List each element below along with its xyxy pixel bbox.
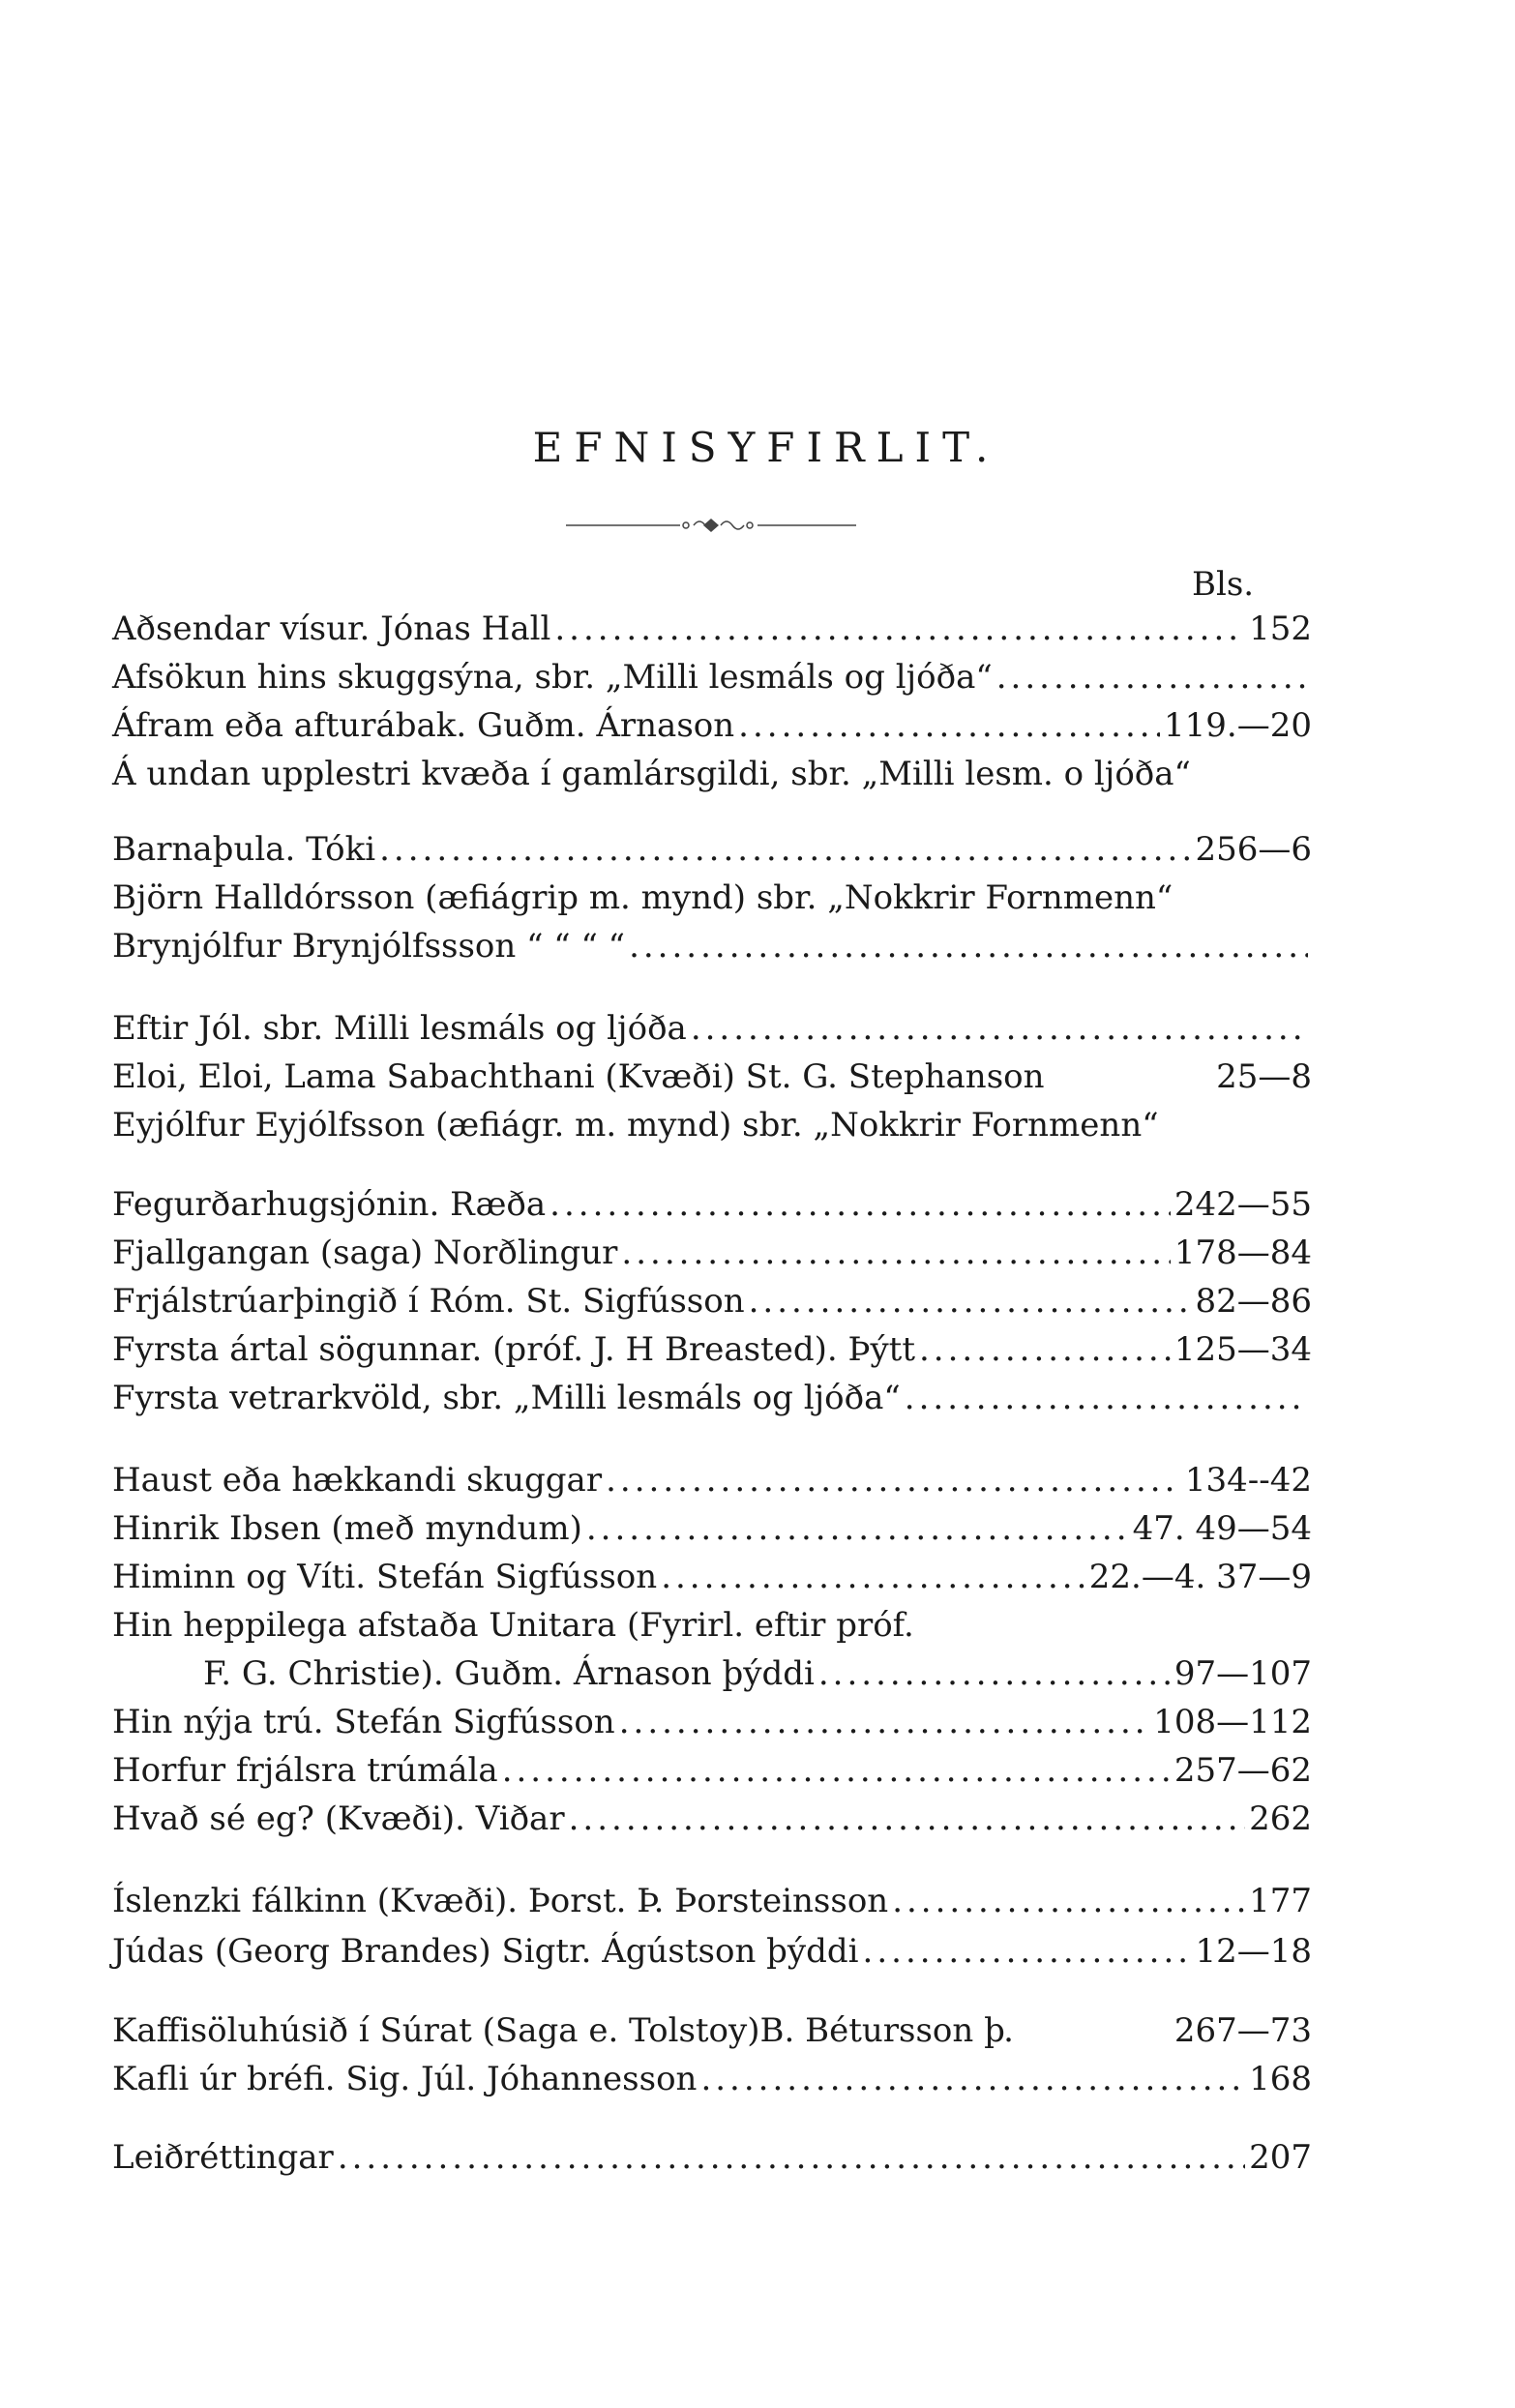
dot-leader (749, 1277, 1192, 1325)
ornament-divider (566, 515, 856, 536)
dot-leader (661, 1553, 1085, 1601)
page-column-header: Bls. (1192, 565, 1255, 604)
dot-leader (338, 2133, 1245, 2182)
entry-title: Hin nýja trú. Stefán Sigfússon (112, 1703, 615, 1741)
dot-leader (919, 1325, 1171, 1374)
toc-entry (112, 750, 1312, 798)
entry-page: 178—84 (1173, 1234, 1312, 1272)
entry-page: 177 (1249, 1882, 1312, 1920)
entry-title: F. G. Christie). Guðm. Árnason þýddi (203, 1654, 815, 1693)
toc-entry (112, 605, 1312, 653)
entry-page: 22.—4. 37—9 (1088, 1558, 1312, 1596)
toc-entry (112, 1101, 1312, 1149)
entry-title: Fjallgangan (saga) Norðlingur (112, 1234, 618, 1272)
toc-entry (112, 874, 1312, 922)
dot-leader (700, 2055, 1245, 2103)
entry-title: Brynjólfur Brynjólfssson “ “ “ “ (112, 927, 626, 966)
toc-entry (203, 1650, 1312, 1698)
entry-title: Kaffisöluhúsið í Súrat (Saga e. Tolstoy)B. Bétursson þ. (112, 2011, 1014, 2050)
toc-entry (112, 922, 1312, 970)
dot-leader (550, 1180, 1171, 1229)
toc-entry (112, 2055, 1312, 2103)
entry-title: Hvað sé eg? (Kvæði). Viðar (112, 1799, 565, 1838)
entry-title: Á undan upplestri kvæða í gamlársgildi, sbr. „Milli lesm. o ljóða“ (112, 755, 1191, 793)
toc-entry (112, 1277, 1312, 1325)
entry-title: Hinrik Ibsen (með myndum) (112, 1509, 582, 1548)
toc-entry (112, 1553, 1312, 1601)
entry-title: Kafli úr bréfi. Sig. Júl. Jóhannesson (112, 2060, 698, 2098)
entry-title: Himinn og Víti. Stefán Sigfússon (112, 1558, 658, 1596)
dot-leader (905, 1374, 1308, 1422)
page-title: EFNISYFIRLIT. (532, 424, 1000, 471)
dot-leader (619, 1698, 1150, 1746)
dot-leader (606, 1456, 1181, 1504)
toc-entry (112, 825, 1312, 874)
entry-title: Fyrsta vetrarkvöld, sbr. „Milli lesmáls og ljóða“ (112, 1379, 901, 1417)
entry-page: 257—62 (1173, 1751, 1312, 1790)
entry-title: Barnaþula. Tóki (112, 830, 376, 869)
entry-title: Eftir Jól. sbr. Milli lesmáls og ljóða (112, 1009, 687, 1048)
entry-title: Fegurðarhugsjónin. Ræða (112, 1185, 547, 1224)
toc-entry (112, 1180, 1312, 1229)
entry-title: Aðsendar vísur. Jónas Hall (112, 609, 551, 648)
entry-title: Haust eða hækkandi skuggar (112, 1461, 603, 1500)
entry-page: 125—34 (1173, 1330, 1312, 1369)
entry-title: Frjálstrúarþingið í Róm. St. Sigfússon (112, 1282, 745, 1321)
toc-entry (112, 1927, 1312, 1976)
toc-entry (112, 653, 1312, 701)
toc-entry (112, 2133, 1312, 2182)
dot-leader (996, 653, 1308, 701)
entry-page: 242—55 (1173, 1185, 1312, 1224)
toc-entry (112, 1456, 1312, 1504)
entry-page: 207 (1249, 2138, 1312, 2177)
entry-title: Horfur frjálsra trúmála (112, 1751, 498, 1790)
entry-page: 82—86 (1195, 1282, 1312, 1321)
toc-entry (112, 1229, 1312, 1277)
entry-page: 152 (1249, 609, 1312, 648)
dot-leader (621, 1229, 1170, 1277)
toc-entry (112, 1795, 1312, 1843)
toc-entry (112, 1698, 1312, 1746)
toc-entry (112, 1325, 1312, 1374)
dot-leader (379, 825, 1191, 874)
toc-entry (112, 1746, 1312, 1795)
toc-entry (112, 1053, 1312, 1101)
entry-page: 97—107 (1173, 1654, 1312, 1693)
entry-page: 262 (1249, 1799, 1312, 1838)
dot-leader (818, 1650, 1171, 1698)
toc-entry (112, 1877, 1312, 1925)
dot-leader (586, 1504, 1129, 1553)
entry-title: Íslenzki fálkinn (Kvæði). Þorst. Þ. Þorsteinsson (112, 1882, 889, 1920)
toc-entry (112, 1374, 1312, 1422)
dot-leader (502, 1746, 1171, 1795)
toc-entry (112, 1601, 1312, 1650)
toc-entry (112, 2007, 1312, 2055)
entry-page: 108—112 (1153, 1703, 1312, 1741)
dot-leader (863, 1927, 1192, 1976)
dot-leader (892, 1877, 1245, 1925)
entry-title: Afsökun hins skuggsýna, sbr. „Milli lesmáls og ljóða“ (112, 658, 993, 697)
entry-page: 256—6 (1195, 830, 1312, 869)
dot-leader (629, 922, 1308, 970)
dot-leader (691, 1004, 1308, 1053)
entry-title: Eloi, Eloi, Lama Sabachthani (Kvæði) St. G. Stephanson (112, 1057, 1045, 1096)
toc-entry (112, 1004, 1312, 1053)
entry-page: 12—18 (1195, 1932, 1312, 1971)
dot-leader (569, 1795, 1246, 1843)
entry-title: Fyrsta ártal sögunnar. (próf. J. H Breasted). Þýtt (112, 1330, 915, 1369)
entry-title: Leiðréttingar (112, 2138, 334, 2177)
entry-page: 47. 49—54 (1132, 1509, 1312, 1548)
entry-page: 267—73 (1173, 2011, 1312, 2050)
entry-title: Áfram eða afturábak. Guðm. Árnason (112, 706, 735, 745)
entry-page: 134--42 (1184, 1461, 1312, 1500)
toc-entry (112, 701, 1312, 750)
entry-title: Júdas (Georg Brandes) Sigtr. Ágústson þýddi (112, 1932, 859, 1971)
entry-page: 25—8 (1216, 1057, 1312, 1096)
entry-title: Eyjólfur Eyjólfsson (æfiágr. m. mynd) sbr. „Nokkrir Fornmenn“ (112, 1106, 1159, 1145)
entry-title: Hin heppilega afstaða Unitara (Fyrirl. eftir próf. (112, 1606, 914, 1645)
entry-title: Björn Halldórsson (æfiágrip m. mynd) sbr. „Nokkrir Fornmenn“ (112, 878, 1173, 917)
toc-entry (112, 1504, 1312, 1553)
dot-leader (738, 701, 1160, 750)
entry-page: 168 (1249, 2060, 1312, 2098)
dot-leader (554, 605, 1245, 653)
entry-page: 119.—20 (1164, 706, 1312, 745)
